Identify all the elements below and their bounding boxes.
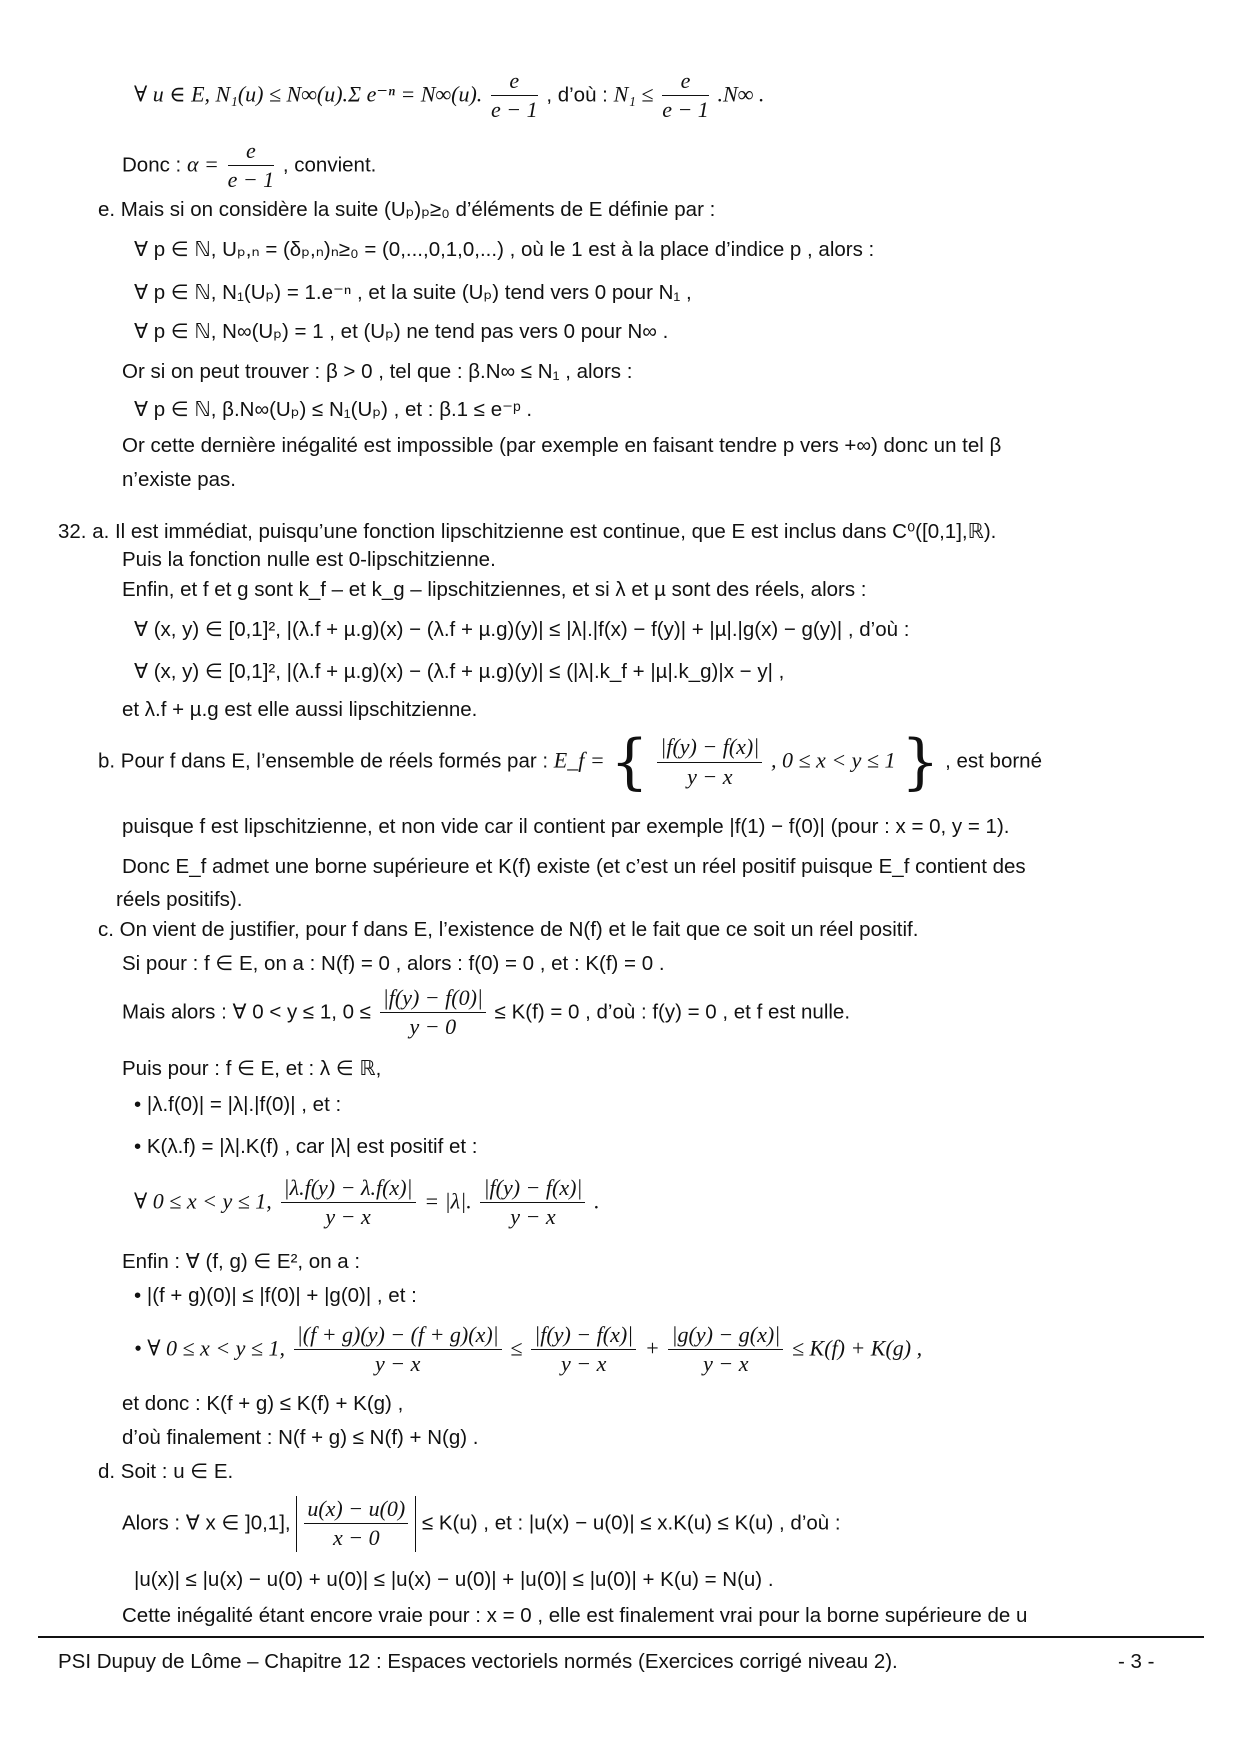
line-31: et donc : K(f + g) ≤ K(f) + K(g) ,: [122, 1392, 404, 1415]
line-02: Donc : α = $\frac{e}{e - 1}$ , convient.: [122, 138, 377, 193]
line-20: réels positifs).: [116, 888, 243, 911]
line-05: ∀ p ∈ ℕ, N₁(Uₚ) = 1.e⁻ⁿ , et la suite (Uₚ) tend vers 0 pour N₁ ,: [134, 281, 692, 304]
line-29: • |(f + g)(0)| ≤ |f(0)| + |g(0)| , et :: [134, 1284, 417, 1307]
line-32: d’où finalement : N(f + g) ≤ N(f) + N(g) .: [122, 1426, 479, 1449]
line-22: Si pour : f ∈ E, on a : N(f) = 0 , alors : f(0) = 0 , et : K(f) = 0 .: [122, 952, 665, 975]
line-19: Donc E_f admet une borne supérieure et K(f) existe (et c’est un réel positif puisque E_f contient des: [122, 855, 1026, 878]
line-33: d. Soit : u ∈ E.: [98, 1460, 234, 1483]
line-16: et λ.f + µ.g est elle aussi lipschitzienne.: [122, 698, 478, 721]
line-03: e. Mais si on considère la suite (Uₚ)ₚ≥₀ d’éléments de E définie par :: [98, 198, 716, 221]
page-number: - 3 -: [1118, 1650, 1155, 1673]
line-07: Or si on peut trouver : β > 0 , tel que : β.N∞ ≤ N₁ , alors :: [122, 360, 633, 383]
line-35: |u(x)| ≤ |u(x) − u(0) + u(0)| ≤ |u(x) − u(0)| + |u(0)| ≤ |u(0)| + K(u) = N(u) .: [134, 1568, 774, 1591]
line-18: puisque f est lipschitzienne, et non vide car il contient par exemple |f(1) − f(0)| (pour : x = 0, y = 1).: [122, 815, 1010, 838]
line-26: • K(λ.f) = |λ|.K(f) , car |λ| est positif et :: [134, 1135, 478, 1158]
footer-rule: [38, 1636, 1204, 1638]
line-21: c. On vient de justifier, pour f dans E, l’existence de N(f) et le fait que ce soit un réel positif.: [98, 918, 919, 941]
line-12: Puis la fonction nulle est 0-lipschitzienne.: [122, 548, 496, 571]
line-25: • |λ.f(0)| = |λ|.|f(0)| , et :: [134, 1093, 342, 1116]
line-27: ∀ 0 ≤ x < y ≤ 1, $\frac{|\lambda.f(y) - \lambda.f(x)|}{y - x}$ = |λ|. $\frac{|f(y) - f(x)|}{y - x}$ .: [134, 1175, 600, 1230]
line-09: Or cette dernière inégalité est impossible (par exemple en faisant tendre p vers +∞) donc un tel β: [122, 434, 1002, 457]
footer-title: PSI Dupuy de Lôme – Chapitre 12 : Espaces vectoriels normés (Exercices corrigé niveau 2).: [58, 1650, 898, 1673]
line-36: Cette inégalité étant encore vraie pour : x = 0 , elle est finalement vrai pour la borne supérieure de u: [122, 1604, 1028, 1627]
line-24: Puis pour : f ∈ E, et : λ ∈ ℝ,: [122, 1057, 382, 1080]
line-10: n’existe pas.: [122, 468, 236, 491]
line-04: ∀ p ∈ ℕ, Uₚ,ₙ = (δₚ,ₙ)ₙ≥₀ = (0,...,0,1,0,...) , où le 1 est à la place d’indice p , alors :: [134, 238, 875, 261]
line-06: ∀ p ∈ ℕ, N∞(Uₚ) = 1 , et (Uₚ) ne tend pas vers 0 pour N∞ .: [134, 320, 669, 343]
line-34: Alors : ∀ x ∈ ]0,1], $\frac{u(x) - u(0)}{x - 0}$ ≤ K(u) , et : |u(x) − u(0)| ≤ x.K(u) ≤ K(u) , d’où :: [122, 1496, 841, 1551]
line-28: Enfin : ∀ (f, g) ∈ E², on a :: [122, 1250, 361, 1273]
line-23: Mais alors : ∀ 0 < y ≤ 1, 0 ≤ $\frac{|f(y) - f(0)|}{y - 0}$ ≤ K(f) = 0 , d’où : f(y) = 0 , et f est nulle.: [122, 985, 851, 1040]
line-15: ∀ (x, y) ∈ [0,1]², |(λ.f + µ.g)(x) − (λ.f + µ.g)(y)| ≤ (|λ|.k_f + |µ|.k_g)|x − y| ,: [134, 660, 785, 683]
line-30: • ∀ 0 ≤ x < y ≤ 1, $\frac{|(f + g)(y) - (f + g)(x)|}{y - x}$ ≤ $\frac{|f(y) - f(x)|}{y - x}$ + $\frac{|g(y) - g(x)|}{y - x}$ ≤ K(f) + K(g) ,: [134, 1322, 923, 1377]
line-14: ∀ (x, y) ∈ [0,1]², |(λ.f + µ.g)(x) − (λ.f + µ.g)(y)| ≤ |λ|.|f(x) − f(y)| + |µ|.|g(x) − g(y)| , d’où :: [134, 618, 910, 641]
line-08: ∀ p ∈ ℕ, β.N∞(Uₚ) ≤ N₁(Uₚ) , et : β.1 ≤ e⁻ᵖ .: [134, 398, 533, 421]
line-11: 32. a. Il est immédiat, puisqu’une fonction lipschitzienne est continue, que E est inclus dans C⁰([0,1],ℝ).: [58, 520, 997, 543]
line-17: b. Pour f dans E, l’ensemble de réels formés par : E_f = { $\frac{|f(y) - f(x)|}{y - x}$ , 0 ≤ x < y ≤ 1 } , est borné: [98, 727, 1042, 797]
line-13: Enfin, et f et g sont k_f – et k_g – lipschitziennes, et si λ et µ sont des réels, alors :: [122, 578, 867, 601]
line-01: ∀ u ∈ E, N₁(u) ≤ N∞(u).Σ e⁻ⁿ = N∞(u). $\frac{e}{e - 1}$ , d’où : N₁ ≤ $\frac{e}{e - 1}$ .N∞ .: [134, 68, 765, 123]
